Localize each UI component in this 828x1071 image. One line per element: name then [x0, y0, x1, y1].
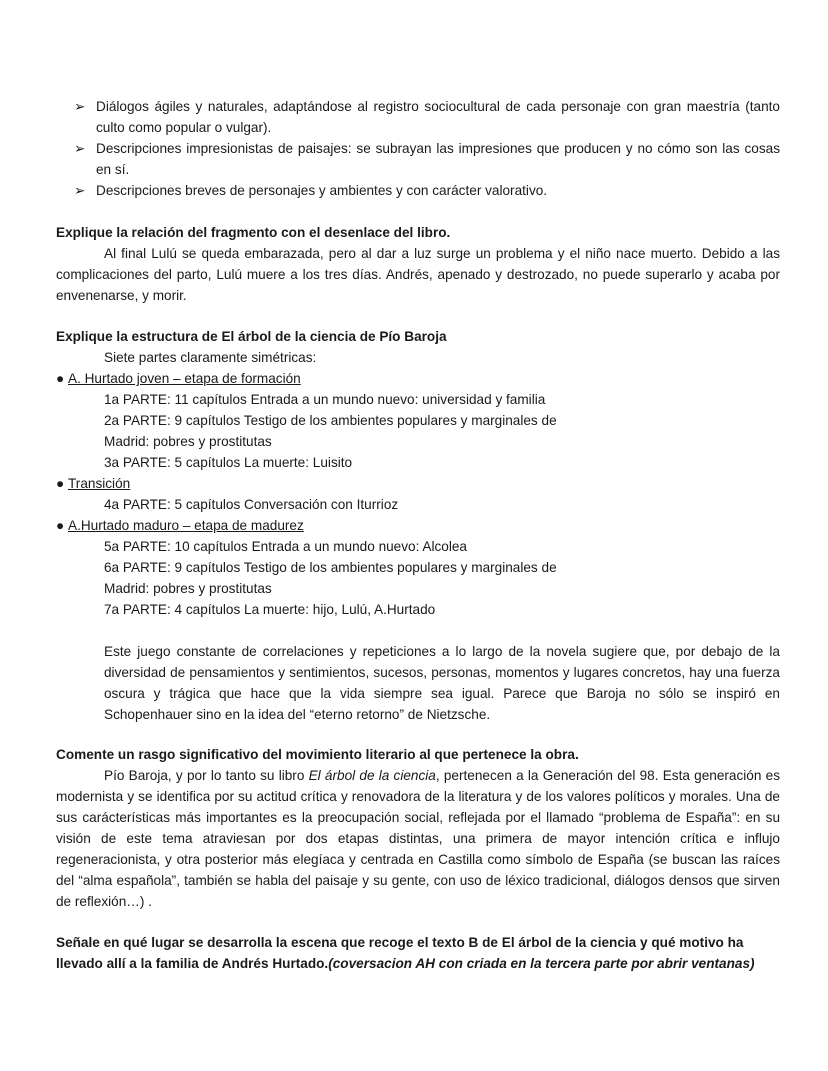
arrow-bullet-icon: ➢ — [74, 141, 86, 156]
part-2: 2a PARTE: 9 capítulos Testigo de los ambientes populares y marginales de — [104, 413, 557, 428]
group-label: A.Hurtado maduro – etapa de madurez — [68, 518, 304, 533]
question-note: (coversacion AH con criada en la tercera parte por abrir ventanas) — [328, 956, 755, 971]
part-6-cont: Madrid: pobres y prostitutas — [104, 581, 272, 596]
group-label: A. Hurtado joven – etapa de formación — [68, 371, 301, 386]
dot-bullet-icon: ● — [56, 371, 65, 386]
answer-text: Pío Baroja, y por lo tanto su libro — [104, 768, 309, 783]
question-ending-section — [56, 222, 780, 306]
question-heading: Explique la estructura de El árbol de la ciencia de Pío Baroja — [56, 329, 447, 344]
structure-group-2 — [56, 473, 780, 494]
question-heading — [56, 932, 780, 974]
question-text: Señale en qué lugar se desarrolla la escena que recoge el texto B de El árbol de la ciencia y qué motivo ha llevado allí a la familia de Andrés Hurtado. — [56, 935, 744, 971]
answer-paragraph — [56, 765, 780, 912]
arrow-bullet-icon: ➢ — [74, 183, 86, 198]
book-title: El árbol de la ciencia — [308, 768, 436, 783]
part-5: 5a PARTE: 10 capítulos Entrada a un mundo nuevo: Alcolea — [104, 539, 467, 554]
structure-group-1 — [56, 368, 780, 389]
question-heading: Explique la relación del fragmento con el desenlace del libro. — [56, 225, 451, 240]
list-item-text: Descripciones breves de personajes y ambientes y con carácter valorativo. — [96, 183, 548, 198]
part-6: 6a PARTE: 9 capítulos Testigo de los ambientes populares y marginales de — [104, 560, 557, 575]
question-heading: Comente un rasgo significativo del movimiento literario al que pertenece la obra. — [56, 747, 579, 762]
part-2-cont: Madrid: pobres y prostitutas — [104, 434, 272, 449]
structure-group-3 — [56, 515, 780, 536]
answer-paragraph: Al final Lulú se queda embarazada, pero al dar a luz surge un problema y el niño nace muerto. Debido a las complicaciones del parto, Lulú muere a los tres días. Andrés, apenado y destrozado, no puede superarlo y acaba por envenenarse, y morir. — [56, 246, 780, 303]
arrow-bullet-icon: ➢ — [74, 99, 86, 114]
list-item-text: Diálogos ágiles y naturales, adaptándose al registro sociocultural de cada personaje con gran maestría (tanto culto como popular o vulgar). — [96, 99, 780, 135]
question-structure-section — [56, 326, 780, 725]
list-item — [56, 138, 780, 180]
style-features-list — [56, 96, 780, 201]
question-setting-section — [56, 932, 780, 974]
structure-conclusion: Este juego constante de correlaciones y repeticiones a lo largo de la novela sugiere que, por debajo de la diversidad de pensamientos y sentimientos, sucesos, personas, momentos y lugares concretos, hay una fuerza oscura y trágica que hace que la vida siempre sea igual. Parece que Baroja no sólo se inspiró en Schopenhauer sino en la idea del “eterno retorno” de Nietzsche. — [104, 644, 780, 722]
list-item — [56, 180, 780, 201]
dot-bullet-icon: ● — [56, 476, 65, 491]
structure-intro: Siete partes claramente simétricas: — [104, 350, 317, 365]
part-4: 4a PARTE: 5 capítulos Conversación con Iturrioz — [104, 497, 399, 512]
part-1: 1a PARTE: 11 capítulos Entrada a un mundo nuevo: universidad y familia — [104, 392, 546, 407]
part-7: 7a PARTE: 4 capítulos La muerte: hijo, Lulú, A.Hurtado — [104, 602, 436, 617]
part-3: 3a PARTE: 5 capítulos La muerte: Luisito — [104, 455, 353, 470]
list-item — [56, 96, 780, 138]
group-label: Transición — [68, 476, 131, 491]
dot-bullet-icon: ● — [56, 518, 65, 533]
answer-text: , pertenecen a la Generación del 98. Esta generación es modernista y se identifica por su actitud crítica y renovadora de la literatura y de los valores políticos y morales. Una de sus carácterísticas más importantes es la preocupación social, reflejada por el llamado “problema de España”: en su visión de este tema atraviesan por dos etapas distintas, una primera de mayor intención crítica e influjo regeneracionista, y otra posterior más elegíaca y centrada en Castilla como símbolo de España (se buscan las raíces del “alma española”, también se habla del paisaje y su gente, con uso de léxico tradicional, diálogos densos que sirven de reflexión…) . — [56, 768, 780, 909]
question-movement-section — [56, 744, 780, 912]
list-item-text: Descripciones impresionistas de paisajes: se subrayan las impresiones que producen y no cómo son las cosas en sí. — [96, 141, 780, 177]
